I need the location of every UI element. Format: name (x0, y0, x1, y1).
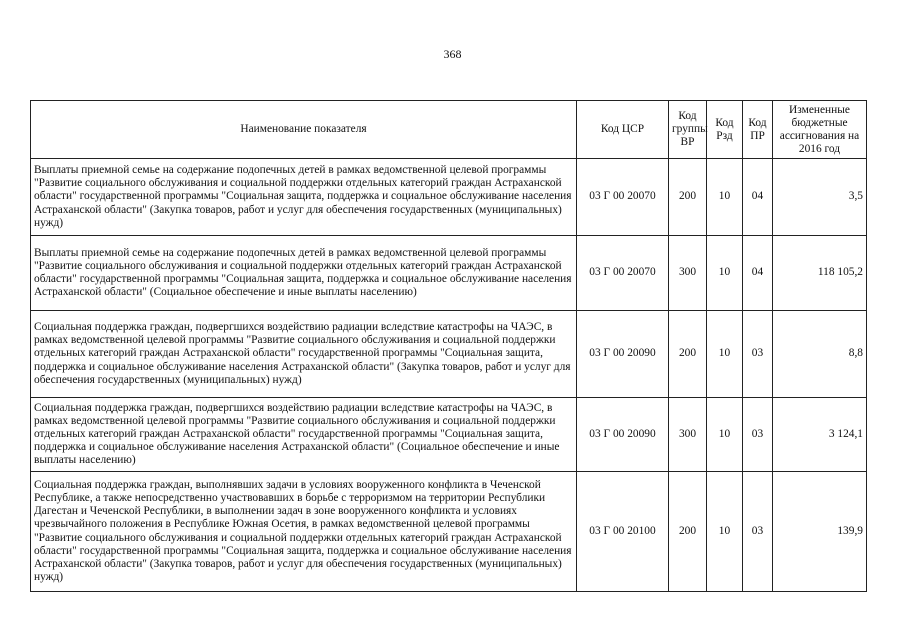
table-row (31, 472, 867, 592)
cell-rzd: 10 (707, 159, 743, 236)
cell-name: Социальная поддержка граждан, подвергшихся воздействию радиации вследствие катастрофы на ЧАЭС, в рамках ведомственной целевой программы "Развитие социального обслуживания и социальной поддержки отдельных категорий граждан Астраханской области" государственной программы "Социальная защита, поддержка и социальное обслуживание населения Астраханской области" (Закупка товаров, работ и услуг для обеспечения государственных (муниципальных) нужд) (31, 311, 577, 398)
header-amount: Измененные бюджетные ассигнования на 2016 год (773, 101, 867, 159)
cell-pr: 03 (743, 311, 773, 398)
budget-table (30, 100, 867, 592)
cell-name: Выплаты приемной семье на содержание подопечных детей в рамках ведомственной целевой программы "Развитие социального обслуживания и социальной поддержки отдельных категорий граждан Астраханской области" государственной программы "Социальная защита, поддержка и социальное обслуживание населения Астраханской области" (Закупка товаров, работ и услуг для обеспечения государственных (муниципальных) нужд) (31, 159, 577, 236)
cell-rzd: 10 (707, 236, 743, 311)
cell-amount: 8,8 (773, 311, 867, 398)
cell-pr: 03 (743, 472, 773, 592)
cell-amount: 3 124,1 (773, 398, 867, 472)
cell-vr: 300 (669, 236, 707, 311)
header-pr: Код ПР (743, 101, 773, 159)
header-rzd: Код Рзд (707, 101, 743, 159)
cell-amount: 3,5 (773, 159, 867, 236)
cell-pr: 04 (743, 159, 773, 236)
cell-vr: 200 (669, 311, 707, 398)
page-number: 368 (443, 47, 462, 61)
cell-name: Социальная поддержка граждан, выполнявших задачи в условиях вооруженного конфликта в Чеченской Республике, а также непосредственно участвовавших в борьбе с терроризмом на территории Республики Дагестан и Чеченской Республики, в выполнении задач в зоне вооруженного конфликта и условиях чрезвычайного положения в Республике Южная Осетия, в рамках ведомственной целевой программы "Развитие социального обслуживания и социальной поддержки отдельных категорий граждан Астраханской области" государственной программы "Социальная защита, поддержка и социальное обслуживание населения Астраханской области" (Закупка товаров, работ и услуг для обеспечения государственных (муниципальных) нужд) (31, 472, 577, 592)
cell-csr: 03 Г 00 20090 (577, 311, 669, 398)
cell-csr: 03 Г 00 20070 (577, 159, 669, 236)
cell-vr: 200 (669, 472, 707, 592)
cell-amount: 118 105,2 (773, 236, 867, 311)
table-header (31, 101, 867, 159)
table-row (31, 398, 867, 472)
header-row (31, 101, 867, 159)
cell-pr: 03 (743, 398, 773, 472)
cell-amount: 139,9 (773, 472, 867, 592)
cell-csr: 03 Г 00 20070 (577, 236, 669, 311)
cell-csr: 03 Г 00 20100 (577, 472, 669, 592)
table-row (31, 236, 867, 311)
cell-rzd: 10 (707, 472, 743, 592)
header-vr: Код группы ВР (669, 101, 707, 159)
cell-name: Выплаты приемной семье на содержание подопечных детей в рамках ведомственной целевой программы "Развитие социального обслуживания и социальной поддержки отдельных категорий граждан Астраханской области" государственной программы "Социальная защита, поддержка и социальное обслуживание населения Астраханской области" (Социальное обеспечение и иные выплаты населению) (31, 236, 577, 311)
cell-csr: 03 Г 00 20090 (577, 398, 669, 472)
cell-pr: 04 (743, 236, 773, 311)
cell-vr: 200 (669, 159, 707, 236)
cell-name: Социальная поддержка граждан, подвергшихся воздействию радиации вследствие катастрофы на ЧАЭС, в рамках ведомственной целевой программы "Развитие социального обслуживания и социальной поддержки отдельных категорий граждан Астраханской области" государственной программы "Социальная защита, поддержка и социальное обслуживание населения Астраханской области" (Социальное обеспечение и иные выплаты населению) (31, 398, 577, 472)
cell-rzd: 10 (707, 311, 743, 398)
header-name: Наименование показателя (31, 101, 577, 159)
cell-rzd: 10 (707, 398, 743, 472)
table-body (31, 159, 867, 592)
cell-vr: 300 (669, 398, 707, 472)
table-row (31, 159, 867, 236)
header-csr: Код ЦСР (577, 101, 669, 159)
table-row (31, 311, 867, 398)
